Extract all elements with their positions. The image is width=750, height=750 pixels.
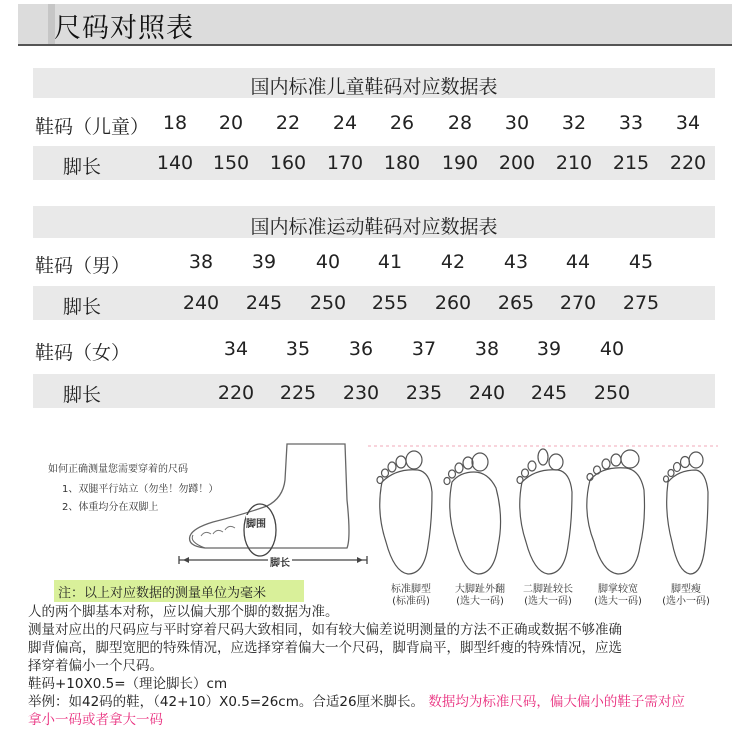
- female-size-cell: 35: [285, 338, 311, 360]
- kids-length-cell: 140: [156, 152, 194, 174]
- kids-size-cell: 30: [504, 112, 530, 134]
- kids-size-cell: 20: [218, 112, 244, 134]
- girth-label: 脚围: [246, 515, 266, 530]
- foot-type-label: [512, 584, 584, 608]
- female-size-cell: 37: [411, 338, 437, 360]
- sport-table-title: 国内标准运动鞋码对应数据表: [250, 216, 498, 238]
- male-length-label: 脚长: [63, 296, 102, 318]
- foot-type-label: [444, 584, 516, 608]
- kids-length-cell: 210: [555, 152, 593, 174]
- length-label: 脚长: [268, 554, 292, 569]
- measure-heading: 如何正确测量您需要穿着的尺码: [48, 464, 188, 475]
- male-size-cell: 44: [565, 251, 591, 273]
- female-length-cell: 225: [279, 382, 317, 404]
- kids-table-title: 国内标准儿童鞋码对应数据表: [250, 76, 498, 98]
- male-length-cell: 275: [622, 292, 660, 314]
- male-size-cell: 38: [188, 251, 214, 273]
- para-line-3: 脚背偏高，脚型宽肥的特殊情况，应选择穿着偏大一个尺码，脚背扁平，脚型纤瘦的特殊情况，应选: [28, 640, 622, 656]
- female-length-cell: 235: [405, 382, 443, 404]
- kids-size-cell: 24: [332, 112, 358, 134]
- example-text: 举例：如42码的鞋，（42+10）X0.5=26cm。合适26厘米脚长。: [28, 694, 425, 710]
- female-length-cell: 220: [217, 382, 255, 404]
- female-size-cell: 34: [223, 338, 249, 360]
- foot-type-advice: (选大一码): [524, 596, 572, 607]
- male-size-cell: 43: [503, 251, 529, 273]
- female-size-cell: 38: [474, 338, 500, 360]
- male-size-cell: 42: [440, 251, 466, 273]
- formula-line: 鞋码+10X0.5=（理论脚长）cm: [28, 676, 228, 692]
- foot-type-advice: (标准码): [392, 596, 430, 607]
- foot-type-name: 二脚趾较长: [523, 584, 573, 595]
- measure-step-1: 1、双腿平行站立（勿坐！勿蹲！）: [62, 484, 219, 495]
- kids-size-cell: 22: [275, 112, 301, 134]
- measure-step-2: 2、体重均分在双脚上: [62, 502, 159, 513]
- foot-type-advice: (选大一码): [594, 596, 642, 607]
- page-title: 尺码对照表: [54, 13, 194, 44]
- foot-type-label: [375, 584, 447, 608]
- kids-size-cell: 34: [675, 112, 701, 134]
- kids-length-cell: 190: [441, 152, 479, 174]
- male-length-cell: 255: [371, 292, 409, 314]
- kids-length-cell: 215: [612, 152, 650, 174]
- foot-types-illustration: [368, 442, 718, 584]
- kids-length-cell: 180: [383, 152, 421, 174]
- kids-size-cell: 28: [447, 112, 473, 134]
- para-line-2: 测量对应出的尺码应与平时穿着尺码大致相同，如有较大偏差说明测量的方法不正确或数据不够准确: [28, 622, 622, 638]
- foot-type-advice: (选大一码): [456, 596, 504, 607]
- female-size-cell: 39: [536, 338, 562, 360]
- kids-length-cell: 150: [212, 152, 250, 174]
- female-length-cell: 240: [468, 382, 506, 404]
- kids-size-cell: 18: [162, 112, 188, 134]
- kids-size-cell: 26: [389, 112, 415, 134]
- male-size-cell: 41: [377, 251, 403, 273]
- male-length-cell: 265: [497, 292, 535, 314]
- male-size-cell: 45: [628, 251, 654, 273]
- kids-length-cell: 170: [326, 152, 364, 174]
- kids-length-cell: 220: [669, 152, 707, 174]
- kids-size-cell: 33: [618, 112, 644, 134]
- header-divider: [18, 44, 732, 46]
- male-length-cell: 240: [182, 292, 220, 314]
- example-line: [28, 694, 685, 711]
- kids-size-label: 鞋码（儿童）: [35, 116, 150, 138]
- female-length-label: 脚长: [63, 384, 102, 406]
- para-line-4: 择穿着偏小一个尺码。: [28, 658, 163, 674]
- male-size-cell: 39: [251, 251, 277, 273]
- foot-type-label: [650, 584, 722, 608]
- female-length-cell: 230: [342, 382, 380, 404]
- kids-length-cell: 200: [498, 152, 536, 174]
- male-length-cell: 270: [559, 292, 597, 314]
- male-length-cell: 250: [309, 292, 347, 314]
- female-size-label: 鞋码（女）: [35, 342, 131, 364]
- male-size-cell: 40: [315, 251, 341, 273]
- para-line-1: 人的两个脚基本对称，应以偏大那个脚的数据为准。: [28, 604, 339, 620]
- foot-type-advice: (选小一码): [662, 596, 710, 607]
- foot-type-name: 脚型瘦: [671, 584, 701, 595]
- foot-type-name: 脚掌较宽: [598, 584, 638, 595]
- kids-size-cell: 32: [561, 112, 587, 134]
- foot-type-label: [582, 584, 654, 608]
- male-size-label: 鞋码（男）: [35, 255, 131, 277]
- female-length-cell: 245: [530, 382, 568, 404]
- male-length-cell: 245: [245, 292, 283, 314]
- female-size-cell: 40: [599, 338, 625, 360]
- female-size-cell: 36: [348, 338, 374, 360]
- unit-note: 注：以上对应数据的测量单位为毫米: [58, 586, 267, 601]
- example-warning: 数据均为标准尺码，偏大偏小的鞋子需对应: [428, 694, 685, 710]
- female-length-cell: 250: [593, 382, 631, 404]
- kids-length-label: 脚长: [63, 156, 102, 178]
- example-warning-cont: 拿小一码或者拿大一码: [28, 712, 163, 728]
- kids-length-cell: 160: [269, 152, 307, 174]
- foot-type-name: 大脚趾外翻: [455, 584, 505, 595]
- foot-type-name: 标准脚型: [391, 584, 431, 595]
- male-length-cell: 260: [434, 292, 472, 314]
